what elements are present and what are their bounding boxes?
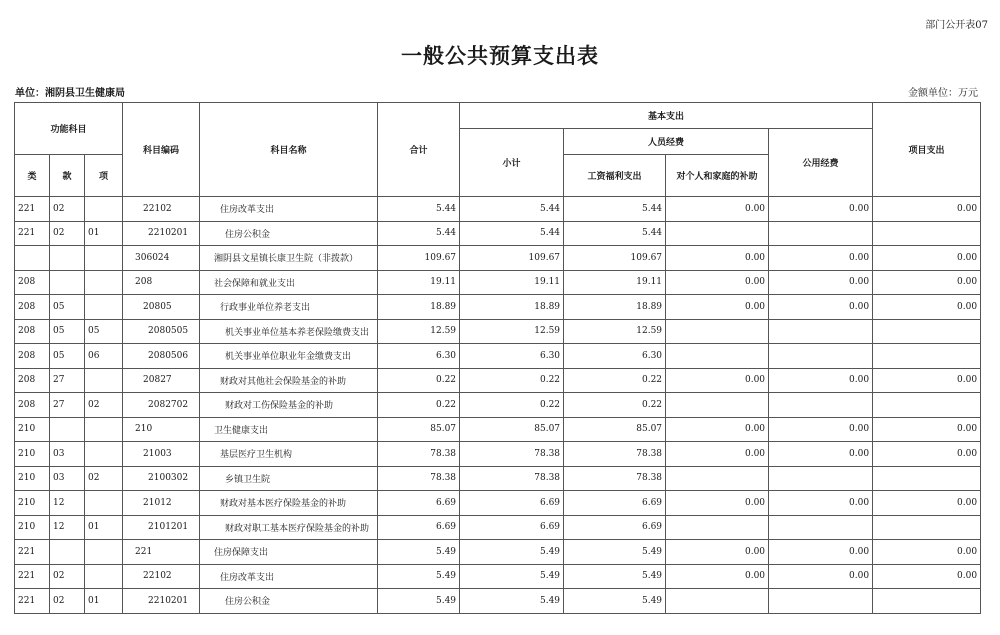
cell-name: 基层医疗卫生机构 [200, 442, 378, 467]
cell-lei: 210 [15, 417, 50, 442]
cell-kuan: 27 [50, 393, 85, 418]
cell-subtotal: 6.69 [460, 515, 564, 540]
cell-public: 0.00 [769, 368, 873, 393]
cell-code: 2100302 [123, 466, 200, 491]
cell-project: 0.00 [873, 197, 981, 222]
cell-wages: 12.59 [564, 319, 666, 344]
cell-kuan: 27 [50, 368, 85, 393]
cell-lei: 208 [15, 270, 50, 295]
cell-code: 2080505 [123, 319, 200, 344]
cell-name: 住房改革支出 [200, 564, 378, 589]
cell-subsidy: 0.00 [666, 197, 769, 222]
header-project: 项目支出 [873, 103, 981, 197]
cell-subsidy: 0.00 [666, 295, 769, 320]
cell-name: 社会保障和就业支出 [200, 270, 378, 295]
cell-total: 85.07 [378, 417, 460, 442]
cell-code: 2210201 [123, 221, 200, 246]
cell-code: 22102 [123, 564, 200, 589]
cell-kuan: 03 [50, 442, 85, 467]
header-subsidy: 对个人和家庭的补助 [666, 155, 769, 197]
cell-subtotal: 78.38 [460, 442, 564, 467]
cell-subtotal: 5.44 [460, 221, 564, 246]
cell-project [873, 319, 981, 344]
cell-xiang: 01 [85, 589, 123, 614]
cell-kuan: 05 [50, 295, 85, 320]
cell-subtotal: 12.59 [460, 319, 564, 344]
cell-kuan: 02 [50, 221, 85, 246]
table-row [15, 564, 981, 589]
cell-total: 5.49 [378, 540, 460, 565]
cell-wages: 78.38 [564, 466, 666, 491]
cell-wages: 5.49 [564, 564, 666, 589]
budget-table [14, 102, 981, 614]
cell-lei: 208 [15, 393, 50, 418]
cell-kuan: 02 [50, 589, 85, 614]
cell-lei: 208 [15, 319, 50, 344]
cell-wages: 5.49 [564, 589, 666, 614]
cell-kuan [50, 540, 85, 565]
cell-name: 住房保障支出 [200, 540, 378, 565]
cell-project: 0.00 [873, 270, 981, 295]
cell-project: 0.00 [873, 442, 981, 467]
cell-wages: 0.22 [564, 368, 666, 393]
cell-xiang: 01 [85, 515, 123, 540]
cell-project: 0.00 [873, 491, 981, 516]
cell-total: 0.22 [378, 393, 460, 418]
table-row [15, 246, 981, 271]
cell-subsidy: 0.00 [666, 270, 769, 295]
department-unit: 单位：湘阴县卫生健康局 [15, 88, 125, 99]
cell-name: 行政事业单位养老支出 [200, 295, 378, 320]
cell-code: 221 [123, 540, 200, 565]
cell-subsidy: 0.00 [666, 246, 769, 271]
cell-public [769, 344, 873, 369]
cell-subtotal: 5.44 [460, 197, 564, 222]
table-row [15, 515, 981, 540]
cell-public [769, 515, 873, 540]
cell-code: 210 [123, 417, 200, 442]
cell-project: 0.00 [873, 295, 981, 320]
cell-code: 2080506 [123, 344, 200, 369]
cell-xiang: 02 [85, 466, 123, 491]
cell-name: 湘阴县文星镇长康卫生院（非拨款） [200, 246, 378, 271]
cell-code: 22102 [123, 197, 200, 222]
cell-lei [15, 246, 50, 271]
cell-subtotal: 0.22 [460, 393, 564, 418]
cell-public [769, 393, 873, 418]
cell-kuan: 12 [50, 491, 85, 516]
cell-project [873, 221, 981, 246]
cell-total: 6.69 [378, 491, 460, 516]
cell-lei: 221 [15, 589, 50, 614]
cell-subsidy: 0.00 [666, 540, 769, 565]
cell-subtotal: 5.49 [460, 589, 564, 614]
cell-wages: 6.69 [564, 515, 666, 540]
cell-public: 0.00 [769, 246, 873, 271]
cell-public [769, 589, 873, 614]
table-row [15, 197, 981, 222]
cell-xiang [85, 368, 123, 393]
cell-code: 21012 [123, 491, 200, 516]
cell-name: 卫生健康支出 [200, 417, 378, 442]
cell-subsidy [666, 344, 769, 369]
cell-xiang [85, 417, 123, 442]
cell-subtotal: 18.89 [460, 295, 564, 320]
cell-project: 0.00 [873, 540, 981, 565]
cell-project [873, 466, 981, 491]
table-row [15, 221, 981, 246]
cell-kuan [50, 270, 85, 295]
cell-total: 5.44 [378, 197, 460, 222]
cell-subtotal: 0.22 [460, 368, 564, 393]
cell-subsidy [666, 466, 769, 491]
cell-lei: 210 [15, 491, 50, 516]
table-row [15, 540, 981, 565]
cell-lei: 221 [15, 564, 50, 589]
cell-project [873, 393, 981, 418]
cell-lei: 221 [15, 540, 50, 565]
cell-public: 0.00 [769, 417, 873, 442]
cell-xiang [85, 295, 123, 320]
cell-public: 0.00 [769, 197, 873, 222]
table-row [15, 368, 981, 393]
cell-kuan [50, 246, 85, 271]
cell-kuan: 02 [50, 564, 85, 589]
cell-subsidy: 0.00 [666, 417, 769, 442]
cell-project: 0.00 [873, 564, 981, 589]
cell-xiang [85, 540, 123, 565]
cell-subtotal: 85.07 [460, 417, 564, 442]
header-subtotal: 小计 [460, 129, 564, 197]
cell-name: 住房公积金 [200, 221, 378, 246]
cell-name: 住房改革支出 [200, 197, 378, 222]
cell-wages: 78.38 [564, 442, 666, 467]
cell-xiang [85, 246, 123, 271]
table-row [15, 491, 981, 516]
cell-xiang [85, 197, 123, 222]
cell-project: 0.00 [873, 368, 981, 393]
header-public: 公用经费 [769, 129, 873, 197]
cell-total: 6.30 [378, 344, 460, 369]
header-wages: 工资福利支出 [564, 155, 666, 197]
cell-name: 机关事业单位职业年金缴费支出 [200, 344, 378, 369]
cell-project [873, 589, 981, 614]
cell-name: 住房公积金 [200, 589, 378, 614]
cell-name: 财政对工伤保险基金的补助 [200, 393, 378, 418]
cell-subsidy: 0.00 [666, 491, 769, 516]
cell-subtotal: 78.38 [460, 466, 564, 491]
cell-project [873, 344, 981, 369]
cell-total: 18.89 [378, 295, 460, 320]
cell-xiang [85, 491, 123, 516]
cell-total: 78.38 [378, 466, 460, 491]
cell-project: 0.00 [873, 246, 981, 271]
cell-subsidy [666, 515, 769, 540]
cell-code: 20827 [123, 368, 200, 393]
header-basic: 基本支出 [460, 103, 873, 129]
cell-lei: 221 [15, 197, 50, 222]
cell-public [769, 221, 873, 246]
cell-code: 2101201 [123, 515, 200, 540]
cell-public: 0.00 [769, 540, 873, 565]
cell-xiang: 05 [85, 319, 123, 344]
table-row [15, 589, 981, 614]
cell-total: 5.49 [378, 564, 460, 589]
cell-public: 0.00 [769, 564, 873, 589]
cell-subsidy [666, 393, 769, 418]
cell-wages: 5.49 [564, 540, 666, 565]
cell-wages: 5.44 [564, 197, 666, 222]
cell-total: 19.11 [378, 270, 460, 295]
cell-wages: 6.69 [564, 491, 666, 516]
table-header [15, 103, 981, 197]
cell-name: 机关事业单位基本养老保险缴费支出 [200, 319, 378, 344]
header-total: 合计 [378, 103, 460, 197]
header-personnel: 人员经费 [564, 129, 769, 155]
cell-wages: 6.30 [564, 344, 666, 369]
header-name: 科目名称 [200, 103, 378, 197]
cell-kuan: 12 [50, 515, 85, 540]
table-row [15, 442, 981, 467]
cell-subsidy: 0.00 [666, 564, 769, 589]
cell-public [769, 466, 873, 491]
cell-lei: 208 [15, 295, 50, 320]
cell-code: 208 [123, 270, 200, 295]
header-func-subject: 功能科目 [15, 103, 123, 155]
cell-wages: 18.89 [564, 295, 666, 320]
cell-lei: 221 [15, 221, 50, 246]
cell-name: 乡镇卫生院 [200, 466, 378, 491]
cell-name: 财政对基本医疗保险基金的补助 [200, 491, 378, 516]
cell-subtotal: 5.49 [460, 564, 564, 589]
header-code: 科目编码 [123, 103, 200, 197]
cell-subtotal: 6.30 [460, 344, 564, 369]
cell-xiang: 02 [85, 393, 123, 418]
table-row [15, 417, 981, 442]
cell-lei: 210 [15, 466, 50, 491]
cell-public: 0.00 [769, 270, 873, 295]
cell-wages: 109.67 [564, 246, 666, 271]
cell-xiang: 06 [85, 344, 123, 369]
cell-code: 21003 [123, 442, 200, 467]
cell-public: 0.00 [769, 491, 873, 516]
cell-project [873, 515, 981, 540]
header-xiang: 项 [85, 155, 123, 197]
cell-kuan: 02 [50, 197, 85, 222]
cell-wages: 19.11 [564, 270, 666, 295]
cell-subtotal: 19.11 [460, 270, 564, 295]
cell-subsidy [666, 319, 769, 344]
cell-xiang [85, 442, 123, 467]
cell-public: 0.00 [769, 295, 873, 320]
cell-xiang [85, 270, 123, 295]
cell-total: 12.59 [378, 319, 460, 344]
cell-public: 0.00 [769, 442, 873, 467]
cell-total: 109.67 [378, 246, 460, 271]
cell-total: 0.22 [378, 368, 460, 393]
cell-lei: 210 [15, 515, 50, 540]
form-number: 部门公开表07 [925, 20, 988, 31]
cell-code: 20805 [123, 295, 200, 320]
cell-lei: 210 [15, 442, 50, 467]
cell-total: 5.49 [378, 589, 460, 614]
cell-kuan [50, 417, 85, 442]
cell-code: 306024 [123, 246, 200, 271]
cell-name: 财政对其他社会保险基金的补助 [200, 368, 378, 393]
cell-subsidy [666, 221, 769, 246]
table-row [15, 270, 981, 295]
header-lei: 类 [15, 155, 50, 197]
cell-name: 财政对职工基本医疗保险基金的补助 [200, 515, 378, 540]
cell-total: 6.69 [378, 515, 460, 540]
table-body [15, 197, 981, 614]
header-kuan: 款 [50, 155, 85, 197]
cell-code: 2210201 [123, 589, 200, 614]
cell-kuan: 05 [50, 319, 85, 344]
table-row [15, 466, 981, 491]
table-row [15, 393, 981, 418]
cell-subsidy: 0.00 [666, 442, 769, 467]
cell-xiang: 01 [85, 221, 123, 246]
cell-total: 78.38 [378, 442, 460, 467]
cell-code: 2082702 [123, 393, 200, 418]
page-title: 一般公共预算支出表 [401, 44, 599, 68]
cell-xiang [85, 564, 123, 589]
amount-unit: 金额单位：万元 [908, 88, 978, 99]
cell-wages: 5.44 [564, 221, 666, 246]
cell-kuan: 03 [50, 466, 85, 491]
cell-kuan: 05 [50, 344, 85, 369]
cell-subtotal: 6.69 [460, 491, 564, 516]
cell-wages: 85.07 [564, 417, 666, 442]
cell-lei: 208 [15, 344, 50, 369]
cell-wages: 0.22 [564, 393, 666, 418]
cell-subsidy [666, 589, 769, 614]
cell-subsidy: 0.00 [666, 368, 769, 393]
cell-subtotal: 5.49 [460, 540, 564, 565]
cell-subtotal: 109.67 [460, 246, 564, 271]
cell-project: 0.00 [873, 417, 981, 442]
table-row [15, 295, 981, 320]
table-row [15, 319, 981, 344]
cell-total: 5.44 [378, 221, 460, 246]
cell-public [769, 319, 873, 344]
table-row [15, 344, 981, 369]
cell-lei: 208 [15, 368, 50, 393]
